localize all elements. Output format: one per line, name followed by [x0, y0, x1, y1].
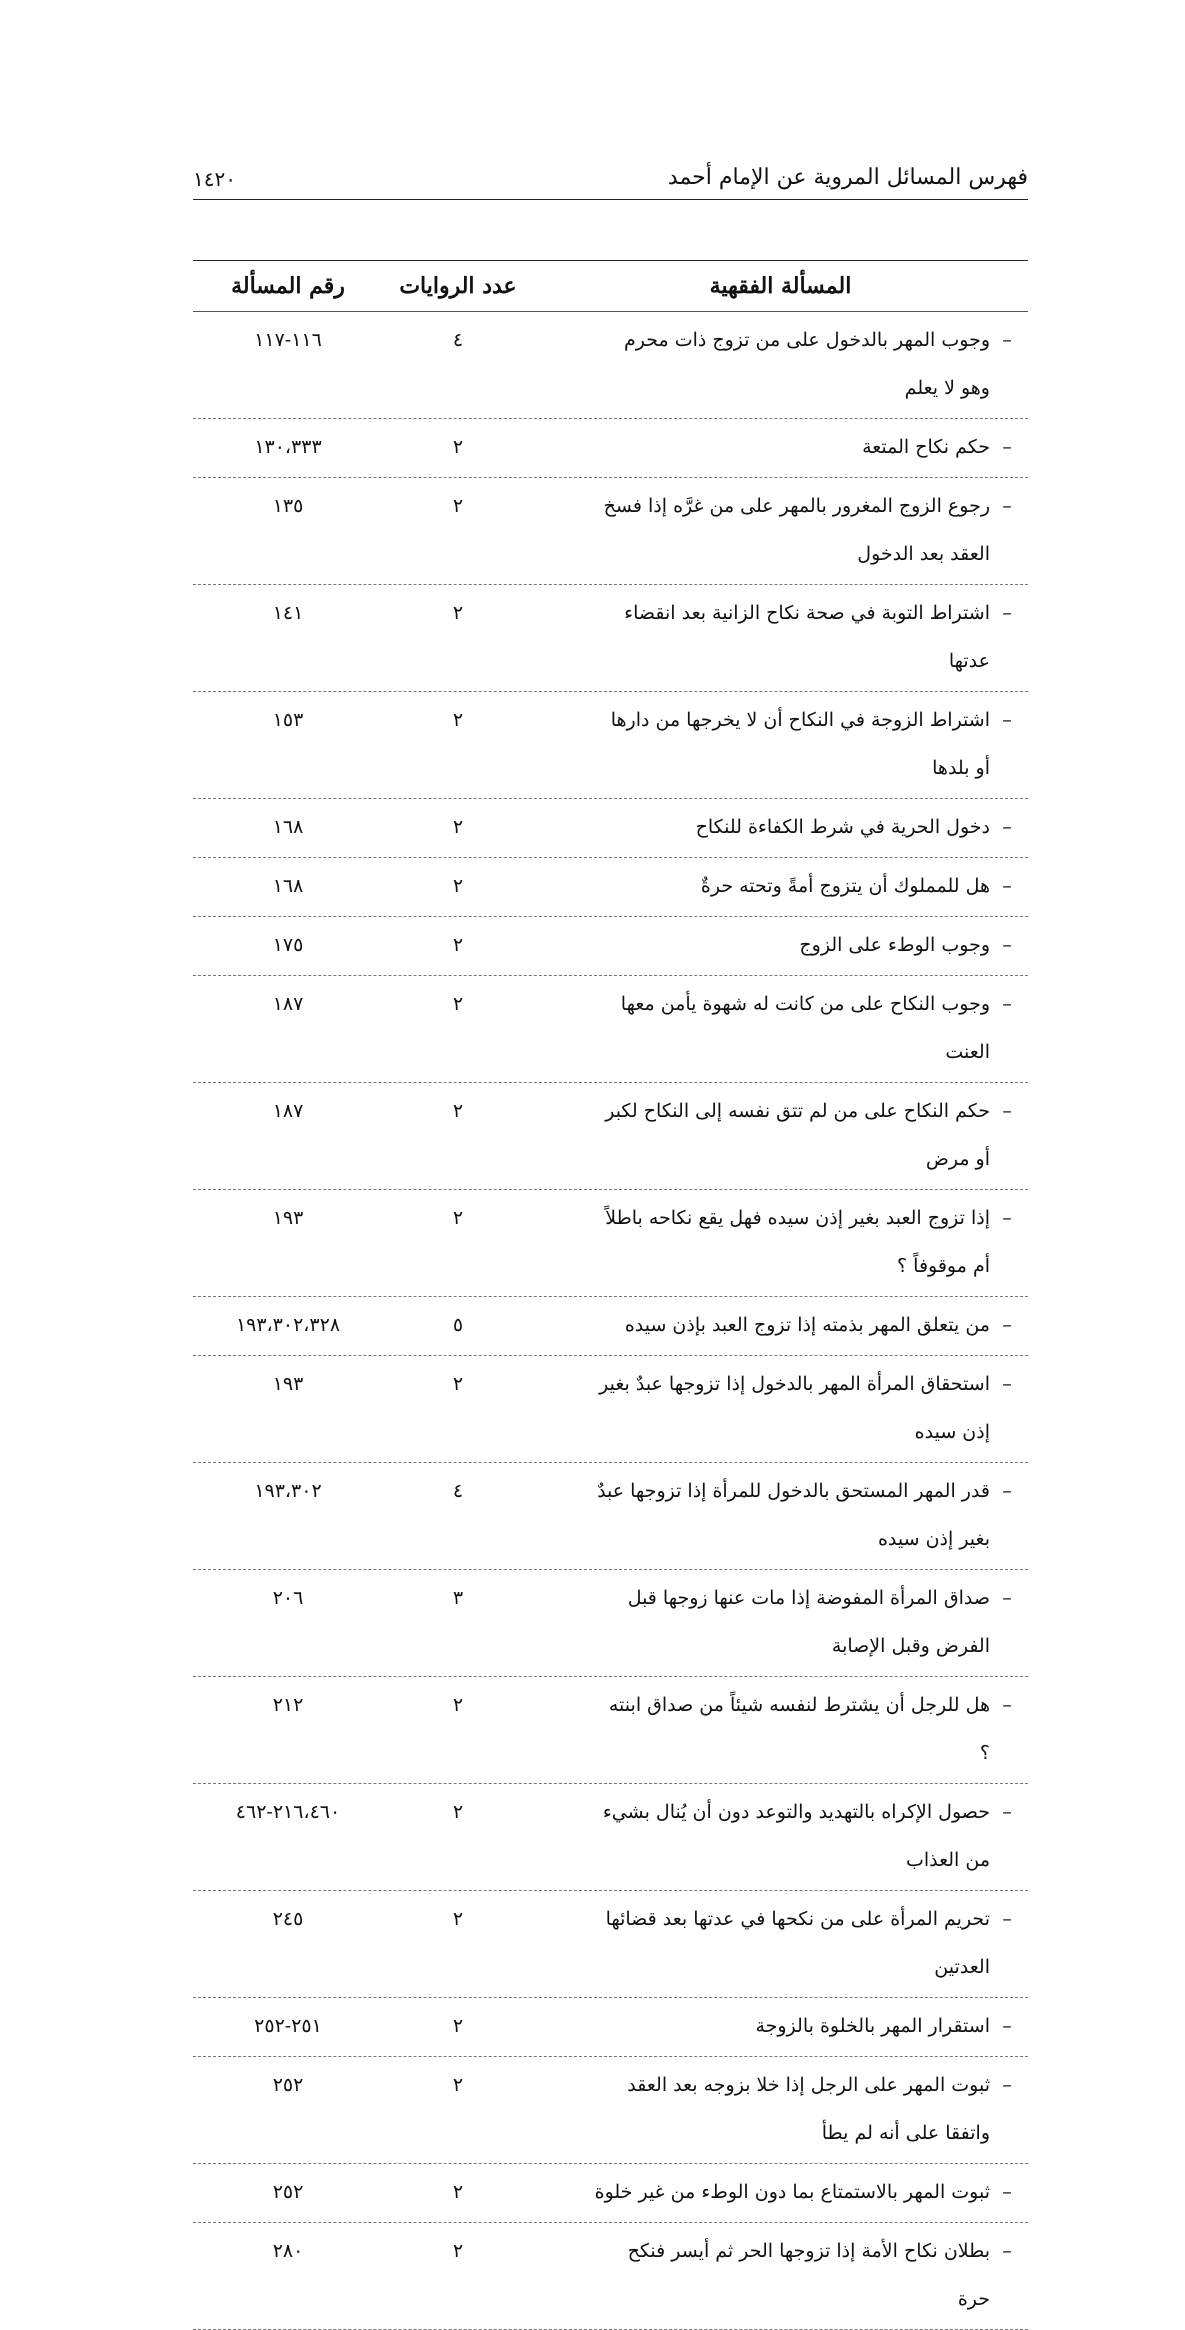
- question-text: هل للرجل أن يشترط لنفسه شيئاً من صداق ابنته ؟: [608, 1694, 990, 1764]
- ref-cell: ١٦٨: [272, 875, 304, 897]
- ref-cell: ١٩٣: [272, 1207, 304, 1229]
- index-table: [193, 260, 1028, 2330]
- question-text: حكم النكاح على من لم تتق نفسه إلى النكاح لكبر أو مرض: [605, 1100, 990, 1170]
- ref-cell: ١١٦-١١٧: [254, 329, 322, 351]
- bullet-dash: –: [1002, 495, 1012, 517]
- ref-cell: ١٥٣: [272, 709, 304, 731]
- bullet-dash: –: [1002, 1480, 1012, 1502]
- table-row: [193, 478, 1028, 585]
- ref-cell: ٢٥١-٢٥٢: [254, 2015, 322, 2037]
- table-row: [193, 1083, 1028, 1190]
- question-text: صداق المرأة المفوضة إذا مات عنها زوجها قبل الفرض وقبل الإصابة: [627, 1587, 990, 1657]
- count-cell: ٢: [452, 1694, 464, 1716]
- question-text: ثبوت المهر على الرجل إذا خلا بزوجه بعد العقد واتفقا على أنه لم يطأ: [627, 2074, 990, 2144]
- table-row: [193, 1570, 1028, 1677]
- ref-cell: ٢٨٠: [272, 2240, 304, 2262]
- question-cell: [533, 419, 1028, 477]
- table-row: [193, 1677, 1028, 1784]
- question-cell: [533, 2057, 1028, 2163]
- count-cell: ٢: [452, 1207, 464, 1229]
- table-row: [193, 2057, 1028, 2164]
- count-cell: ٢: [452, 2015, 464, 2037]
- table-row: [193, 419, 1028, 478]
- table-row: [193, 917, 1028, 976]
- ref-cell: ١٩٣،٣٠٢: [254, 1480, 322, 1502]
- bullet-dash: –: [1002, 329, 1012, 351]
- ref-cell: ٢٤٥: [272, 1908, 304, 1930]
- ref-cell: ١٩٣: [272, 1373, 304, 1395]
- table-row: [193, 1463, 1028, 1570]
- question-cell: [533, 478, 1028, 584]
- table-row: [193, 1190, 1028, 1297]
- bullet-dash: –: [1002, 2015, 1012, 2037]
- bullet-dash: –: [1002, 1314, 1012, 1336]
- running-title: فهرس المسائل المروية عن الإمام أحمد: [667, 165, 1028, 190]
- question-cell: [533, 1570, 1028, 1676]
- question-cell: [533, 917, 1028, 975]
- bullet-dash: –: [1002, 2240, 1012, 2262]
- question-cell: [533, 1297, 1028, 1355]
- question-cell: [533, 692, 1028, 798]
- ref-cell: ٢١٦،٤٦٠-٤٦٢: [235, 1801, 341, 1823]
- question-text: استحقاق المرأة المهر بالدخول إذا تزوجها عبدٌ بغير إذن سيده: [599, 1373, 990, 1443]
- question-cell: [533, 858, 1028, 916]
- question-text: وجوب النكاح على من كانت له شهوة يأمن معها العنت: [620, 993, 990, 1063]
- question-cell: [533, 1677, 1028, 1783]
- bullet-dash: –: [1002, 2074, 1012, 2096]
- question-text: إذا تزوج العبد بغير إذن سيده فهل يقع نكاحه باطلاً أم موقوفاً ؟: [605, 1207, 990, 1277]
- question-text: حكم نكاح المتعة: [862, 436, 990, 458]
- question-text: ثبوت المهر بالاستمتاع بما دون الوطء من غير خلوة: [594, 2181, 990, 2203]
- question-text: تحريم المرأة على من نكحها في عدتها بعد قضائها العدتين: [605, 1908, 990, 1978]
- bullet-dash: –: [1002, 934, 1012, 956]
- table-body: [193, 312, 1028, 2330]
- count-cell: ٢: [452, 2181, 464, 2203]
- ref-cell: ١٩٣،٣٠٢،٣٢٨: [235, 1314, 341, 1336]
- question-cell: [533, 2164, 1028, 2222]
- count-cell: ٢: [452, 709, 464, 731]
- question-text: رجوع الزوج المغرور بالمهر على من غرَّه إذا فسخ العقد بعد الدخول: [603, 495, 990, 565]
- bullet-dash: –: [1002, 816, 1012, 838]
- bullet-dash: –: [1002, 436, 1012, 458]
- table-row: [193, 858, 1028, 917]
- table-row: [193, 2164, 1028, 2223]
- count-cell: ٢: [452, 875, 464, 897]
- count-cell: ٢: [452, 495, 464, 517]
- bullet-dash: –: [1002, 1801, 1012, 1823]
- ref-cell: ١٨٧: [272, 1100, 304, 1122]
- question-cell: [533, 1083, 1028, 1189]
- count-cell: ٣: [452, 1587, 464, 1609]
- bullet-dash: –: [1002, 1587, 1012, 1609]
- table-row: [193, 1297, 1028, 1356]
- ref-cell: ٢٥٢: [272, 2074, 304, 2096]
- count-cell: ٢: [452, 2240, 464, 2262]
- question-text: اشتراط التوبة في صحة نكاح الزانية بعد انقضاء عدتها: [624, 602, 990, 672]
- page-header: [193, 165, 1028, 201]
- table-row: [193, 976, 1028, 1083]
- bullet-dash: –: [1002, 1207, 1012, 1229]
- question-text: حصول الإكراه بالتهديد والتوعد دون أن يُنال بشيء من العذاب: [602, 1801, 990, 1871]
- ref-cell: ١٣٥: [272, 495, 304, 517]
- question-cell: [533, 1356, 1028, 1462]
- count-cell: ٢: [452, 436, 464, 458]
- table-row: [193, 1998, 1028, 2057]
- count-cell: ٢: [452, 1373, 464, 1395]
- table-header: [193, 261, 1028, 312]
- question-text: وجوب الوطء على الزوج: [799, 934, 990, 956]
- question-cell: [533, 1998, 1028, 2056]
- count-cell: ٥: [452, 1314, 464, 1336]
- ref-cell: ٢٥٢: [272, 2181, 304, 2203]
- count-cell: ٢: [452, 1801, 464, 1823]
- table-row: [193, 2223, 1028, 2330]
- ref-cell: ٢٠٦: [272, 1587, 304, 1609]
- ref-cell: ١٣٠،٣٣٣: [254, 436, 322, 458]
- question-text: اشتراط الزوجة في النكاح أن لا يخرجها من دارها أو بلدها: [610, 709, 990, 779]
- count-cell: ٤: [452, 329, 464, 351]
- bullet-dash: –: [1002, 1694, 1012, 1716]
- question-text: هل للمملوك أن يتزوج أمةً وتحته حرةٌ: [700, 875, 990, 897]
- bullet-dash: –: [1002, 602, 1012, 624]
- question-cell: [533, 2223, 1028, 2329]
- count-cell: ٢: [452, 816, 464, 838]
- question-cell: [533, 312, 1028, 418]
- bullet-dash: –: [1002, 993, 1012, 1015]
- table-row: [193, 312, 1028, 419]
- question-text: وجوب المهر بالدخول على من تزوج ذات محرم وهو لا يعلم: [623, 329, 990, 399]
- table-row: [193, 1784, 1028, 1891]
- count-cell: ٢: [452, 934, 464, 956]
- page-number: ١٤٢٠: [193, 167, 236, 191]
- column-header-ref: رقم المسألة: [231, 273, 345, 299]
- question-text: من يتعلق المهر بذمته إذا تزوج العبد بإذن سيده: [624, 1314, 990, 1336]
- count-cell: ٢: [452, 2074, 464, 2096]
- ref-cell: ١٨٧: [272, 993, 304, 1015]
- question-cell: [533, 1891, 1028, 1997]
- question-cell: [533, 585, 1028, 691]
- ref-cell: ٢١٢: [272, 1694, 304, 1716]
- bullet-dash: –: [1002, 1373, 1012, 1395]
- ref-cell: ١٧٥: [272, 934, 304, 956]
- ref-cell: ١٦٨: [272, 816, 304, 838]
- bullet-dash: –: [1002, 1100, 1012, 1122]
- count-cell: ٢: [452, 1100, 464, 1122]
- header-divider: [193, 199, 1028, 200]
- count-cell: ٢: [452, 602, 464, 624]
- question-cell: [533, 1190, 1028, 1296]
- question-text: بطلان نكاح الأمة إذا تزوجها الحر ثم أيسر فنكح حرة: [627, 2240, 990, 2310]
- table-row: [193, 692, 1028, 799]
- bullet-dash: –: [1002, 709, 1012, 731]
- table-row: [193, 1356, 1028, 1463]
- count-cell: ٢: [452, 993, 464, 1015]
- count-cell: ٢: [452, 1908, 464, 1930]
- question-cell: [533, 1784, 1028, 1890]
- question-cell: [533, 976, 1028, 1082]
- bullet-dash: –: [1002, 1908, 1012, 1930]
- column-header-question: المسألة الفقهية: [709, 273, 852, 299]
- ref-cell: ١٤١: [272, 602, 304, 624]
- bullet-dash: –: [1002, 2181, 1012, 2203]
- table-row: [193, 585, 1028, 692]
- column-header-count: عدد الروايات: [399, 273, 517, 299]
- question-text: استقرار المهر بالخلوة بالزوجة: [755, 2015, 990, 2037]
- question-cell: [533, 1463, 1028, 1569]
- table-row: [193, 1891, 1028, 1998]
- bullet-dash: –: [1002, 875, 1012, 897]
- count-cell: ٤: [452, 1480, 464, 1502]
- question-text: دخول الحرية في شرط الكفاءة للنكاح: [695, 816, 990, 838]
- question-cell: [533, 799, 1028, 857]
- table-row: [193, 799, 1028, 858]
- question-text: قدر المهر المستحق بالدخول للمرأة إذا تزوجها عبدٌ بغير إذن سيده: [597, 1480, 990, 1550]
